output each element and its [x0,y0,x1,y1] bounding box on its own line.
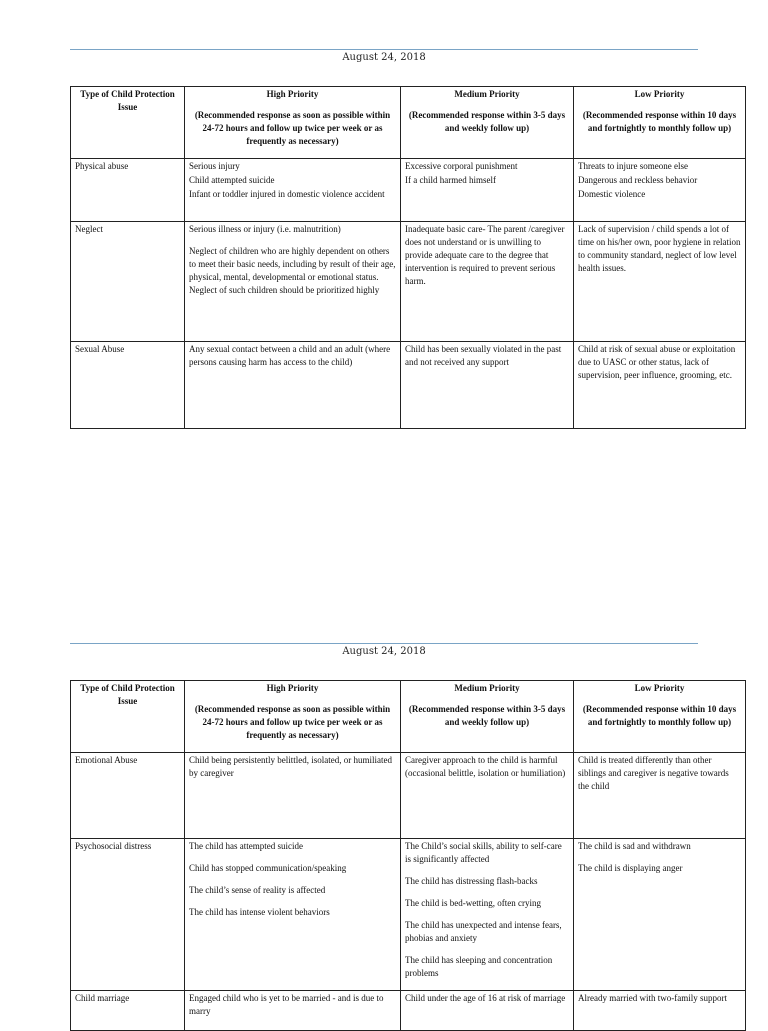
header-medium [401,681,574,753]
header-low-sub: (Recommended response within 10 days and fortnightly to monthly follow up) [582,704,737,727]
list-item: Neglect of children who are highly dependent on others to meet their basic needs, including by result of their age, physical, mental, developmental or emotional status. Neglect of such children should be prioritized highly [189,246,396,295]
list-item: Caregiver approach to the child is harmful (occasional belittle, isolation or humiliation) [405,755,566,778]
row-medium [401,159,574,222]
list-item: The Child’s social skills, ability to self-care is significantly affected [405,841,562,864]
list-item: Child being persistently belittled, isolated, or humiliated by caregiver [189,755,392,778]
header-type: Type of Child Protection Issue [71,681,185,753]
row-medium [401,991,574,1031]
header-low [574,87,746,159]
table-row [71,753,746,839]
header-medium-sub: (Recommended response within 3-5 days and weekly follow up) [408,704,566,727]
list-item: Child at risk of sexual abuse or exploitation due to UASC or other status, lack of supervision, peer influence, grooming, etc. [578,344,736,380]
list-item: Any sexual contact between a child and an adult (where persons causing harm has access to the child) [189,344,391,367]
list-item: Excessive corporal punishment [405,161,518,171]
list-item: Child has been sexually violated in the past and not received any support [405,344,562,367]
row-low [574,222,746,342]
list-item: Child under the age of 16 at risk of marriage [405,993,566,1003]
header-medium-sub: (Recommended response within 3-5 days and weekly follow up) [408,110,566,133]
row-type: Sexual Abuse [71,342,185,429]
row-low [574,753,746,839]
table-header-row [71,681,746,753]
table-row [71,159,746,222]
priority-table [70,680,746,1031]
list-item: The child has attempted suicide [189,841,303,851]
list-item: The child has sleeping and concentration problems [405,955,553,978]
list-item: Dangerous and reckless behavior [578,175,698,185]
list-item: The child has unexpected and intense fears, phobias and anxiety [405,920,562,943]
row-medium [401,753,574,839]
table-row [71,839,746,991]
list-item: Engaged child who is yet to be married - and is due to marry [189,993,384,1016]
row-low [574,991,746,1031]
row-type: Neglect [71,222,185,342]
list-item: The child is displaying anger [578,863,683,873]
list-item: Infant or toddler injured in domestic violence accident [189,189,385,199]
list-item: Child is treated differently than other siblings and caregiver is negative towards the child [578,755,729,791]
header-rule [70,49,698,50]
row-low [574,342,746,429]
table-row [71,222,746,342]
header-high-sub: (Recommended response as soon as possible within 24-72 hours and follow up twice per week or as frequently as necessary) [194,704,391,740]
header-low-title: Low Priority [634,89,685,99]
list-item: Child attempted suicide [189,175,275,185]
table-row [71,991,746,1031]
header-high-sub: (Recommended response as soon as possible within 24-72 hours and follow up twice per week or as frequently as necessary) [194,110,391,146]
row-high [185,991,401,1031]
list-item: Inadequate basic care- The parent /caregiver does not understand or is unwilling to provide adequate care to the degree that intervention is required to prevent serious harm. [405,224,565,286]
list-item: The child’s sense of reality is affected [189,885,326,895]
list-item: Domestic violence [578,189,646,199]
list-item: The child has intense violent behaviors [189,907,330,917]
list-item: The child has distressing flash-backs [405,876,538,886]
row-type: Child marriage [71,991,185,1031]
header-high-title: High Priority [266,89,319,99]
header-type: Type of Child Protection Issue [71,87,185,159]
header-high [185,681,401,753]
row-type: Psychosocial distress [71,839,185,991]
row-type: Physical abuse [71,159,185,222]
row-medium [401,342,574,429]
header-date: August 24, 2018 [342,646,426,657]
header-medium-title: Medium Priority [454,89,520,99]
header-high [185,87,401,159]
priority-table [70,86,746,429]
header-low-title: Low Priority [634,683,685,693]
list-item: The child is sad and withdrawn [578,841,691,851]
header-rule [70,643,698,644]
list-item: Lack of supervision / child spends a lot of time on his/her own, poor hygiene in relation to community standard, neglect of low level health issues. [578,224,741,273]
row-medium [401,222,574,342]
list-item: If a child harmed himself [405,175,496,185]
header-high-title: High Priority [266,683,319,693]
row-high [185,839,401,991]
row-low [574,159,746,222]
header-medium-title: Medium Priority [454,683,520,693]
header-date: August 24, 2018 [342,52,426,63]
list-item: Child has stopped communication/speaking [189,863,347,873]
list-item: Serious illness or injury (i.e. malnutrition) [189,224,341,234]
row-high [185,753,401,839]
header-low [574,681,746,753]
list-item: Serious injury [189,161,240,171]
header-low-sub: (Recommended response within 10 days and fortnightly to monthly follow up) [582,110,737,133]
row-high [185,342,401,429]
row-high [185,159,401,222]
table-row [71,342,746,429]
row-medium [401,839,574,991]
header-medium [401,87,574,159]
list-item: Already married with two-family support [578,993,727,1003]
row-type: Emotional Abuse [71,753,185,839]
row-high [185,222,401,342]
list-item: Threats to injure someone else [578,161,688,171]
row-low [574,839,746,991]
list-item: The child is bed-wetting, often crying [405,898,541,908]
table-header-row [71,87,746,159]
